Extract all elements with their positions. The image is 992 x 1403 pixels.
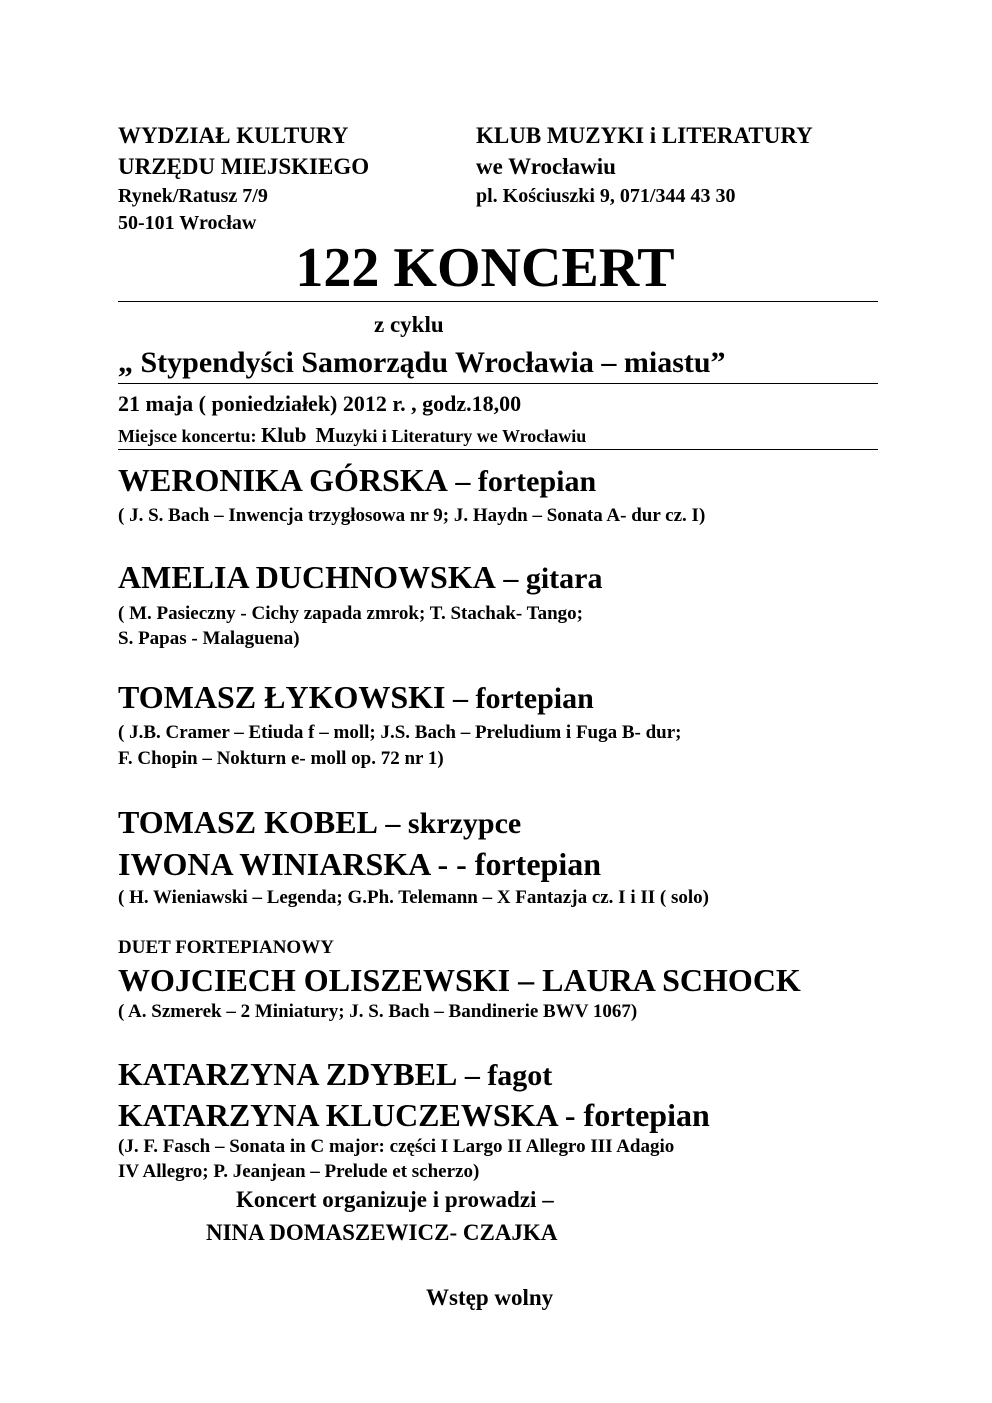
duet-label: DUET FORTEPIANOWY <box>118 937 334 958</box>
performer-4-name: TOMASZ KOBEL – skrzypce <box>118 804 522 840</box>
venue-rule <box>118 449 878 450</box>
performer-3-program-line1: ( J.B. Cramer – Etiuda f – moll; J.S. Bach – Preludium i Fuga B- dur; <box>118 722 682 743</box>
cycle-intro: z cyklu <box>374 312 444 337</box>
performer-6-program-line1: (J. F. Fasch – Sonata in C major: części I Largo II Allegro III Adagio <box>118 1136 675 1157</box>
office-address: Rynek/Ratusz 7/9 <box>118 185 268 207</box>
performer-3-name: TOMASZ ŁYKOWSKI – fortepian <box>118 679 594 715</box>
performer-2-program-line1: ( M. Pasieczny - Cichy zapada zmrok; T. Stachak- Tango; <box>118 603 583 624</box>
office-name-line1: WYDZIAŁ KULTURY <box>118 123 349 148</box>
club-name: KLUB MUZYKI i LITERATURY <box>476 123 813 148</box>
concert-venue: Miejsce koncertu: Klub Muzyki i Literatury we Wrocławiu <box>118 423 587 447</box>
performer-3-program-line2: F. Chopin – Nokturn e- moll op. 72 nr 1) <box>118 748 444 769</box>
office-city: 50-101 Wrocław <box>118 212 257 234</box>
concert-date: 21 maja ( poniedziałek) 2012 r. , godz.18,00 <box>118 391 522 416</box>
free-entry: Wstęp wolny <box>426 1285 554 1310</box>
performer-6-partner: KATARZYNA KLUCZEWSKA - fortepian <box>118 1097 710 1133</box>
performer-1-name: WERONIKA GÓRSKA – fortepian <box>118 462 597 498</box>
organizer-name: NINA DOMASZEWICZ- CZAJKA <box>206 1220 558 1245</box>
performer-5-name: WOJCIECH OLISZEWSKI – LAURA SCHOCK <box>118 962 801 998</box>
club-city: we Wrocławiu <box>476 154 616 179</box>
performer-1-program: ( J. S. Bach – Inwencja trzygłosowa nr 9; J. Haydn – Sonata A- dur cz. I) <box>118 505 706 526</box>
office-name-line2: URZĘDU MIEJSKIEGO <box>118 154 370 179</box>
title-rule <box>118 301 878 302</box>
organizer-label: Koncert organizuje i prowadzi – <box>236 1187 554 1212</box>
concert-title: 122 KONCERT <box>295 237 675 299</box>
performer-2-program-line2: S. Papas - Malaguena) <box>118 628 300 649</box>
performer-2-name: AMELIA DUCHNOWSKA – gitara <box>118 559 603 595</box>
series-title: „ Stypendyści Samorządu Wrocławia – miastu” <box>118 346 726 379</box>
performer-6-name: KATARZYNA ZDYBEL – fagot <box>118 1056 553 1092</box>
performer-6-program-line2: IV Allegro; P. Jeanjean – Prelude et scherzo) <box>118 1161 480 1182</box>
performer-5-program: ( A. Szmerek – 2 Miniatury; J. S. Bach – Bandinerie BWV 1067) <box>118 1001 638 1022</box>
series-rule <box>118 383 878 384</box>
club-address: pl. Kościuszki 9, 071/344 43 30 <box>476 185 736 207</box>
performer-4-partner: IWONA WINIARSKA - - fortepian <box>118 846 601 882</box>
performer-4-program: ( H. Wieniawski – Legenda; G.Ph. Telemann – X Fantazja cz. I i II ( solo) <box>118 887 709 908</box>
